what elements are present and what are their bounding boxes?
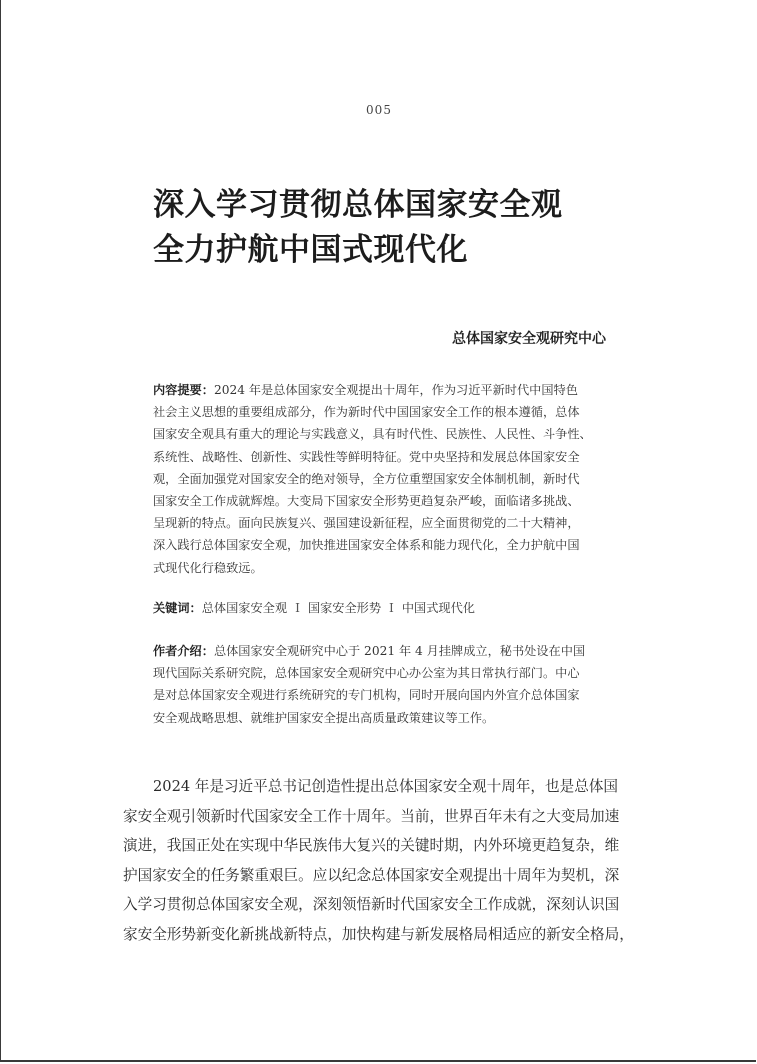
keyword-separator: I	[295, 601, 300, 615]
author-intro-line: 现代国际关系研究院，总体国家安全观研究中心办公室为其日常执行部门。中心	[153, 666, 580, 681]
keywords-section	[153, 597, 623, 619]
body-line: 家安全观引领新时代国家安全工作十周年。当前，世界百年未有之大变局加速	[123, 807, 620, 825]
body-line: 2024 年是习近平总书记创造性提出总体国家安全观十周年，也是总体国	[153, 778, 619, 795]
body-line: 演进，我国正处在实现中华民族伟大复兴的关键时期，内外环境更趋复杂，维	[123, 837, 620, 854]
article-title	[153, 183, 563, 273]
author-intro-line: 安全观战略思想、就维护国家安全提出高质量政策建议等工作。	[153, 710, 495, 725]
title-line-2: 全力护航中国式现代化	[153, 232, 468, 268]
abstract-section	[153, 379, 623, 579]
abstract-line: 国家安全观具有重大的理论与实践意义，具有时代性、民族性、人民性、斗争性、	[153, 427, 592, 442]
keyword-item: 中国式现代化	[401, 601, 475, 615]
title-line-1: 深入学习贯彻总体国家安全观	[153, 187, 563, 223]
body-line: 入学习贯彻总体国家安全观，深刻领悟新时代国家安全工作成就，深刻认识国	[123, 896, 620, 913]
author-intro-line	[153, 640, 623, 662]
abstract-text: 2024 年是总体国家安全观提出十周年，作为习近平新时代中国特色	[213, 383, 578, 397]
abstract-line: 系统性、战略性、创新性、实践性等鲜明特征。党中央坚持和发展总体国家安全	[153, 449, 580, 464]
abstract-label: 内容提要：	[153, 383, 214, 397]
keyword-separator: I	[389, 601, 394, 615]
body-line: 家安全形势新变化新挑战新特点，加快构建与新发展格局相适应的新安全格局，	[123, 925, 634, 943]
author-name: 总体国家安全观研究中心	[452, 331, 606, 347]
abstract-line: 深入践行总体国家安全观，加快推进国家安全体系和能力现代化，全力护航中国	[153, 538, 580, 553]
body-paragraph	[123, 772, 653, 949]
abstract-line: 式现代化行稳致远。	[153, 560, 263, 575]
body-line: 护国家安全的任务繁重艰巨。应以纪念总体国家安全观提出十周年为契机，深	[123, 866, 620, 884]
author-intro-label: 作者介绍：	[153, 644, 214, 658]
keyword-item: 国家安全形势	[307, 601, 382, 615]
abstract-line: 社会主义思想的重要组成部分，作为新时代中国国家安全工作的根本遵循，总体	[153, 405, 580, 420]
author-intro-line: 是对总体国家安全观进行系统研究的专门机构，同时开展向国内外宣介总体国家	[153, 688, 580, 703]
abstract-line: 国家安全工作成就辉煌。大变局下国家安全形势更趋复杂严峻，面临诸多挑战、	[153, 494, 580, 509]
author-intro-text: 总体国家安全观研究中心于 2021 年 4 月挂牌成立，秘书处设在中国	[213, 644, 586, 658]
keywords-label: 关键词：	[153, 601, 202, 615]
keyword-item: 总体国家安全观	[201, 601, 288, 615]
abstract-line	[153, 379, 623, 401]
abstract-line: 观，全面加强党对国家安全的绝对领导，全方位重塑国家安全体制机制，新时代	[153, 471, 580, 486]
author-intro-section	[153, 640, 623, 729]
page-number: 005	[366, 103, 392, 117]
abstract-line: 呈现新的特点。面向民族复兴、强国建设新征程，应全面贯彻党的二十大精神，	[153, 516, 580, 531]
